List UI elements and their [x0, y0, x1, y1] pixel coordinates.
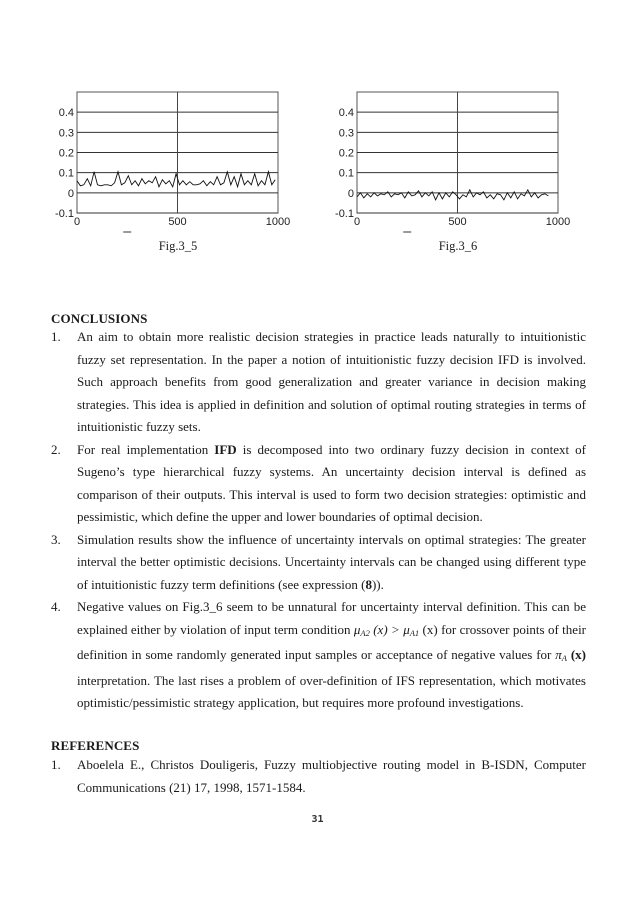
data-series-line: [357, 190, 548, 200]
figure-caption-3-5: Fig.3_5: [158, 239, 198, 253]
x-tick-label: 1000: [545, 216, 571, 228]
conclusion-text-pre: For real implementation: [77, 441, 215, 457]
conclusion-item-2: [51, 439, 586, 529]
y-tick-label: 0.3: [58, 127, 74, 140]
references-list: [51, 754, 586, 799]
pi-symbol: π: [555, 647, 562, 662]
y-tick-label: 0: [67, 187, 74, 200]
x-variable-bold: (x): [566, 647, 586, 662]
subscript-a: A: [561, 653, 567, 663]
mu-symbol: μ: [353, 621, 361, 637]
x-tick-label: 500: [448, 216, 467, 228]
figure-caption-3-6: Fig.3_6: [438, 239, 478, 253]
x-tick-label: 0: [353, 216, 361, 228]
y-tick-label: 0.2: [338, 147, 354, 160]
conclusion-text-post: is decomposed into two ordinary fuzzy decision in context of Sugeno’s type hierarchical fuzzy systems. An uncertainty decision interval is defined as comparison of their outputs. This interval is used to form two decision strategies: optimistic and pessimistic, which define the upper and lower boundaries of optimal decision.: [77, 441, 587, 524]
subscript-a1: A1: [409, 627, 420, 638]
ifd-term: IFD: [214, 441, 237, 457]
y-tick-label: 0.4: [338, 107, 354, 120]
conclusion-text-pre: Simulation results show the influence of uncertainty intervals on optimal strategies: The greater interval the better optimistic decisions. Uncertainty intervals can be changed using different type of intuitionistic fuzzy term definitions (see expression (: [77, 531, 586, 592]
chart-fig-3-6: [320, 85, 580, 235]
conclusion-text-post: )).: [371, 576, 384, 592]
figure-3-6: [320, 85, 580, 235]
y-tick-label: 0.4: [58, 107, 74, 120]
subscript-a2: A2: [360, 627, 370, 638]
conclusion-item-4: [51, 596, 586, 715]
y-tick-label: 0.3: [338, 127, 354, 140]
y-tick-label: 0.1: [338, 167, 354, 180]
data-series-line: [77, 172, 275, 187]
references-heading: REFERENCES: [51, 738, 140, 753]
conclusion-text: An aim to obtain more realistic decision strategies in practice leads naturally to intuitionistic fuzzy set representation. In the paper a notion of intuitionistic fuzzy decision IFD is involved. Such approach benefits from good generalization and greater variance in decision making strategies. This idea is applied in definition and solution of optimal routing strategies in terms of intuitionistic fuzzy sets.: [77, 329, 586, 434]
page-number: 31: [311, 814, 324, 825]
conclusion-text-part2: (x) for crossover points of their definition in some randomly generated input samples or acceptance of negative values for: [77, 621, 587, 662]
mu-symbol: μ: [403, 621, 410, 637]
x-tick-label: 500: [168, 216, 187, 228]
expression-ref: 8: [365, 576, 372, 592]
conclusion-item-3: [51, 529, 586, 597]
conclusion-item-1: [51, 326, 586, 439]
list-number: 4.: [51, 599, 61, 614]
y-tick-label: -0.1: [335, 208, 354, 220]
figure-3-5: [40, 85, 300, 235]
x-variable: (x) >: [369, 621, 404, 637]
chart-fig-3-5: [40, 85, 300, 235]
y-tick-label: 0.2: [58, 147, 74, 160]
x-tick-label: 0: [73, 216, 81, 228]
y-tick-label: -0.1: [55, 208, 74, 220]
list-number: 2.: [51, 441, 61, 457]
list-number: 1.: [51, 329, 61, 344]
list-number: 1.: [51, 757, 61, 772]
y-tick-label: 0: [347, 187, 354, 200]
reference-text: Aboelela E., Christos Douligeris, Fuzzy multiobjective routing model in B-ISDN, Computer Communications (21) 17, 1998, 1571-1584.: [77, 757, 586, 795]
conclusions-list: [51, 326, 586, 715]
y-tick-label: 0.1: [58, 167, 74, 180]
conclusion-text-part1: Negative values on Fig.3_6 seem to be unnatural for uncertainty interval definition. This can be explained either by violation of input term condition: [77, 599, 586, 637]
conclusion-text-part3: interpretation. The last rises a problem of over-definition of IFS representation, which motivates optimistic/pessimistic strategy application, but requires more profound investigations.: [77, 672, 586, 710]
conclusions-heading: CONCLUSIONS: [51, 311, 148, 326]
x-tick-label: 1000: [265, 216, 291, 228]
reference-item-1: [51, 754, 586, 799]
list-number: 3.: [51, 531, 61, 547]
